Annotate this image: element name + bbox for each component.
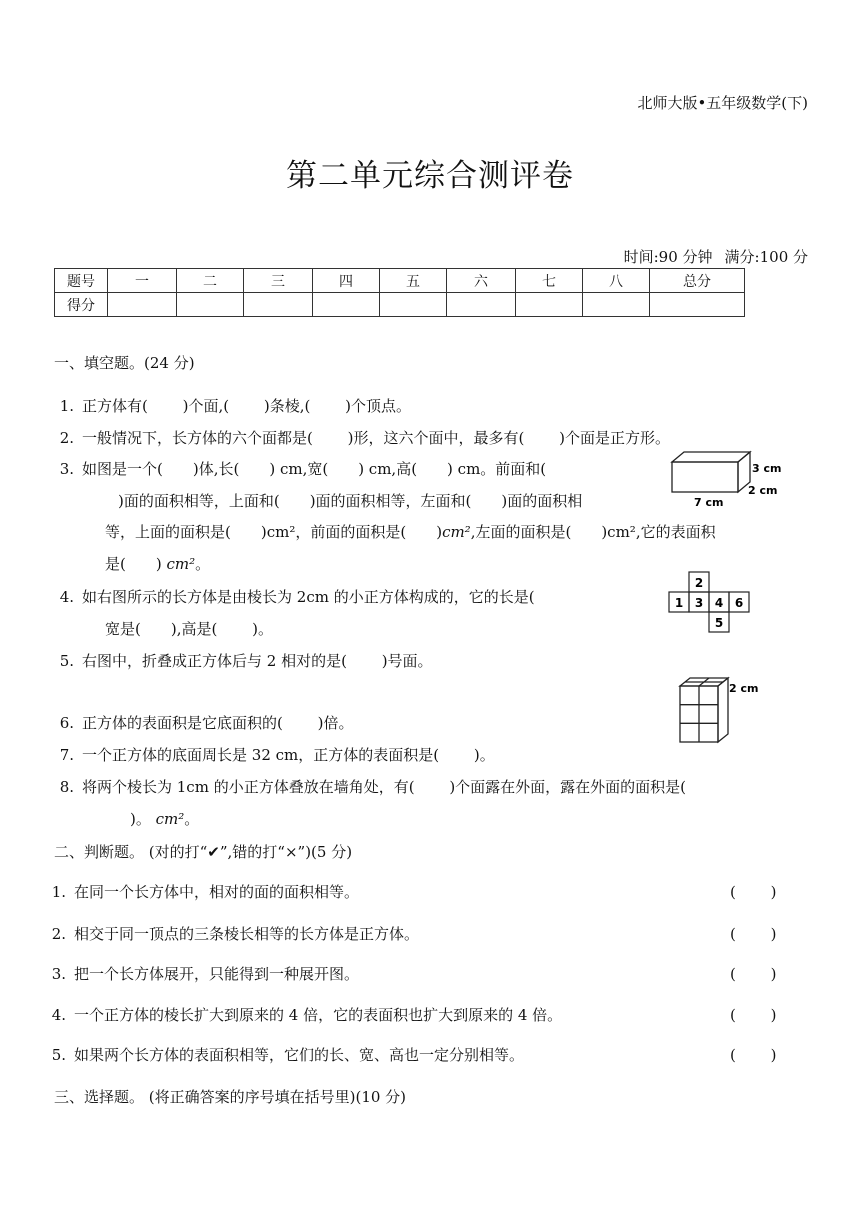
question-text: 如图是一个( )体,长( ) cm,宽( ) cm,高( ) cm。前面和( xyxy=(82,460,547,478)
question-3-line1 xyxy=(48,458,546,479)
series-label: 北师大版•五年级数学(下) xyxy=(637,94,808,112)
question-text: 如果两个长方体的表面积相等，它们的长、宽、高也一定分别相等。 xyxy=(74,1046,525,1064)
question-7 xyxy=(48,744,495,765)
judge-item xyxy=(40,963,800,984)
question-text: 。 xyxy=(184,810,200,828)
table-cell: 得分 xyxy=(55,293,108,317)
judge-item xyxy=(40,1004,800,1025)
question-text: ,左面的面积是( )cm²,它的表面积 xyxy=(470,523,716,541)
score-input-cell[interactable] xyxy=(447,293,516,317)
question-text: 把一个长方体展开，只能得到一种展开图。 xyxy=(74,965,360,983)
net-label: 3 xyxy=(694,596,704,610)
question-text: 。 xyxy=(195,555,211,573)
section3-heading: 三、选择题。 (将正确答案的序号填在括号里)(10 分) xyxy=(54,1088,407,1106)
question-text: 一个正方体的棱长扩大到原来的 4 倍，它的表面积也扩大到原来的 4 倍。 xyxy=(74,1006,563,1024)
cuboid-figure xyxy=(668,448,786,510)
unit-math: cm² xyxy=(442,523,471,541)
question-number: 1. xyxy=(51,883,66,901)
table-cell: 二 xyxy=(177,269,244,293)
question-text: 相交于同一顶点的三条棱长相等的长方体是正方体。 xyxy=(74,925,420,943)
table-cell: 五 xyxy=(380,269,447,293)
page-title: 第二单元综合测评卷 xyxy=(286,158,574,194)
stack-side-face xyxy=(718,678,728,742)
cuboid-top-face xyxy=(672,452,750,462)
question-number: 3. xyxy=(51,965,66,983)
judge-item xyxy=(40,1044,800,1065)
question-number: 3. xyxy=(59,460,74,478)
question-number: 8. xyxy=(59,778,74,796)
answer-paren[interactable]: ( ) xyxy=(730,925,777,943)
cuboid-length-label: 7 cm xyxy=(694,496,724,509)
question-text: 正方体有( )个面,( )条棱,( )个顶点。 xyxy=(82,397,411,415)
question-number: 1. xyxy=(59,397,74,415)
question-text: )。 xyxy=(130,810,156,828)
cuboid-front-face xyxy=(672,462,738,492)
question-text: 等，上面的面积是( )cm²，前面的面积是( ) xyxy=(105,523,443,541)
unit-math: cm² xyxy=(155,810,185,828)
stack-edge-label: 2 cm xyxy=(729,682,759,695)
question-number: 6. xyxy=(59,714,74,732)
score-input-cell[interactable] xyxy=(516,293,583,317)
score-input-cell[interactable] xyxy=(583,293,650,317)
score-input-cell[interactable] xyxy=(244,293,313,317)
score-table-score-row xyxy=(55,293,745,317)
table-cell: 题号 xyxy=(55,269,108,293)
table-cell: 三 xyxy=(244,269,313,293)
answer-paren[interactable]: ( ) xyxy=(730,883,777,901)
score-input-cell[interactable] xyxy=(177,293,244,317)
answer-paren[interactable]: ( ) xyxy=(730,1006,777,1024)
exam-meta xyxy=(624,246,808,267)
question-4-line1 xyxy=(48,586,535,607)
question-text: 一般情况下，长方体的六个面都是( )形，这六个面中，最多有( )个面是正方形。 xyxy=(82,429,670,447)
section1-heading: 一、填空题。(24 分) xyxy=(54,354,195,372)
question-5 xyxy=(48,650,433,671)
score-table-header-row xyxy=(55,269,745,293)
question-3-line3 xyxy=(105,521,716,542)
question-number: 7. xyxy=(59,746,74,764)
net-label: 4 xyxy=(714,596,724,610)
question-number: 5. xyxy=(51,1046,66,1064)
question-number: 2. xyxy=(59,429,74,447)
cube-net-figure xyxy=(664,568,756,634)
net-label: 5 xyxy=(714,616,724,630)
question-text: 右图中，折叠成正方体后与 2 相对的是( )号面。 xyxy=(82,652,433,670)
judge-item xyxy=(40,881,800,902)
section2-heading: 二、判断题。 (对的打“✔”,错的打“×”)(5 分) xyxy=(54,843,353,861)
question-text: 一个正方体的底面周长是 32 cm，正方体的表面积是( )。 xyxy=(82,746,495,764)
table-cell: 八 xyxy=(583,269,650,293)
question-text: 正方体的表面积是它底面积的( )倍。 xyxy=(82,714,354,732)
answer-paren[interactable]: ( ) xyxy=(730,1046,777,1064)
question-8-line2 xyxy=(130,808,199,829)
unit-math: cm² xyxy=(166,555,196,573)
question-1 xyxy=(48,395,411,416)
net-label: 2 xyxy=(694,576,704,590)
score-table xyxy=(54,268,745,317)
table-cell: 一 xyxy=(108,269,177,293)
net-label: 1 xyxy=(674,596,684,610)
judge-item xyxy=(40,923,800,944)
score-input-cell[interactable] xyxy=(108,293,177,317)
question-2 xyxy=(48,427,670,448)
score-input-cell[interactable] xyxy=(313,293,380,317)
table-cell: 总分 xyxy=(650,269,745,293)
table-cell: 六 xyxy=(447,269,516,293)
question-number: 4. xyxy=(51,1006,66,1024)
answer-paren[interactable]: ( ) xyxy=(730,965,777,983)
question-number: 2. xyxy=(51,925,66,943)
question-6 xyxy=(48,712,353,733)
question-3-line4 xyxy=(105,553,210,574)
table-cell: 七 xyxy=(516,269,583,293)
question-text: 是( ) xyxy=(105,555,167,573)
time-limit: 时间:90 分钟 xyxy=(623,248,713,266)
net-label: 6 xyxy=(734,596,744,610)
score-input-cell[interactable] xyxy=(650,293,745,317)
stacked-cuboid-figure xyxy=(676,672,760,746)
question-number: 4. xyxy=(59,588,74,606)
question-text: 如右图所示的长方体是由棱长为 2cm 的小正方体构成的，它的长是( xyxy=(82,588,535,606)
cuboid-depth-label: 2 cm xyxy=(748,484,778,497)
score-input-cell[interactable] xyxy=(380,293,447,317)
question-text: 在同一个长方体中，相对的面的面积相等。 xyxy=(74,883,360,901)
cuboid-height-label: 3 cm xyxy=(752,462,782,475)
full-score: 满分:100 分 xyxy=(724,248,808,266)
table-cell: 四 xyxy=(313,269,380,293)
question-number: 5. xyxy=(59,652,74,670)
question-8-line1 xyxy=(48,776,686,797)
question-3-line2: )面的面积相等，上面和( )面的面积相等，左面和( )面的面积相 xyxy=(118,492,583,510)
question-text: 将两个棱长为 1cm 的小正方体叠放在墙角处，有( )个面露在外面，露在外面的面积是( xyxy=(82,778,687,796)
question-4-line2: 宽是( ),高是( )。 xyxy=(105,620,273,638)
